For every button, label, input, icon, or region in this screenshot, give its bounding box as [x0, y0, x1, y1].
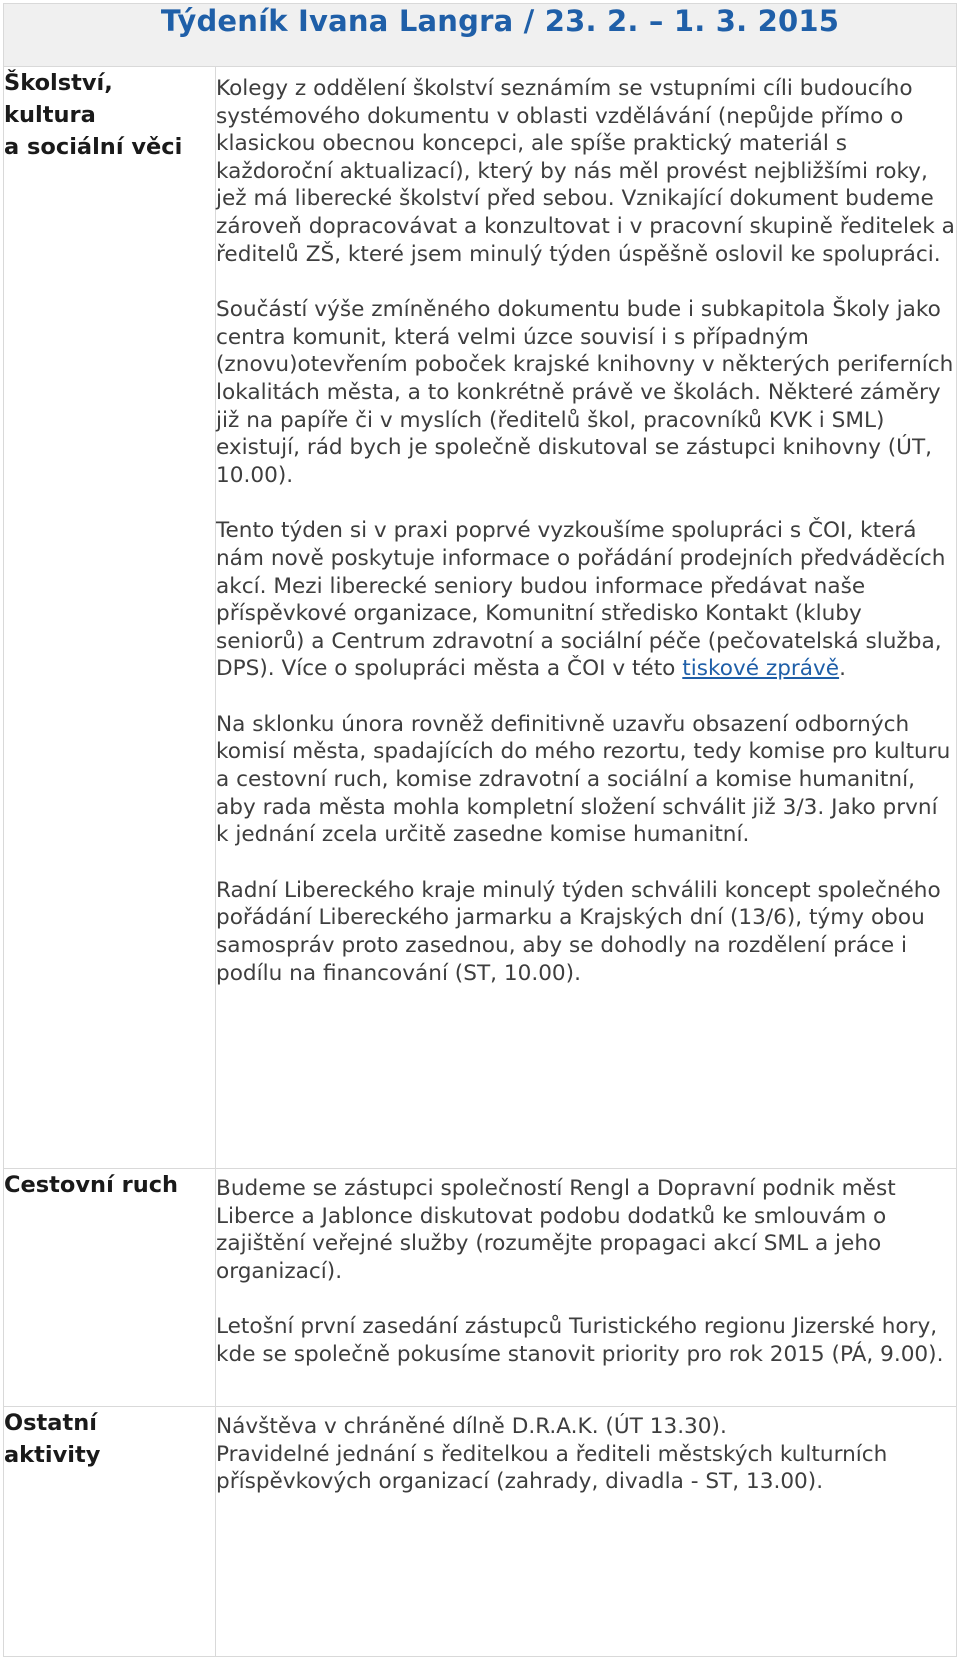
paragraph-coi-cooperation [216, 517, 956, 683]
section-label-cell-cestovni [4, 1169, 216, 1407]
section-label-cestovni: Cestovní ruch [4, 1172, 179, 1198]
section-label-skolstvi [4, 67, 215, 163]
section-row-cestovni [4, 1169, 957, 1407]
section-label-line: a sociální věci [4, 134, 183, 160]
press-release-link[interactable]: tiskové zprávě [682, 656, 840, 682]
section-label-line: kultura [4, 102, 96, 128]
section-label-line: Školství, [4, 70, 113, 96]
coi-paragraph-text: Tento týden si v praxi poprvé vyzkoušíme spolupráci s ČOI, která nám nově poskytuje informace o pořádání prodejních předváděcích akcí. Mezi liberecké seniory budou informace předávat naše příspěvkové organizace, Komunitní středisko Kontakt (kluby seniorů) a Centrum zdravotní a sociální péče (pečovatelská služba, DPS). Více o spolupráci města a ČOI v této [216, 518, 946, 682]
section-label-line: aktivity [4, 1442, 101, 1468]
paragraph-transport-contracts: Budeme se zástupci společností Rengl a Dopravní podnik měst Liberce a Jablonce diskutovat podobu dodatků ke smlouvám o zajištění veřejné služby (rozumějte propagaci akcí SML a jeho organizací). [216, 1176, 896, 1284]
section-label-ostatni [4, 1407, 215, 1471]
paragraph-jarmark: Radní Libereckého kraje minulý týden schválili koncept společného pořádání Libereckého jarmarku a Krajských dní (13/6), týmy obou samospráv proto zasednou, aby se dohodly na rozdělení práce i podílu na financování (ST, 10.00). [216, 877, 941, 986]
section-label-line: Ostatní [4, 1410, 97, 1436]
section-content-cestovni [216, 1169, 957, 1407]
paragraph-directors-meeting: Pravidelné jednání s ředitelkou a řediteli městských kulturních příspěvkových organizací (zahrady, divadla - ST, 13.00). [216, 1441, 888, 1495]
title-cell [4, 4, 957, 67]
coi-paragraph-end: . [839, 656, 846, 682]
paragraph-education-strategy: Kolegy z oddělení školství seznámím se vstupními cíli budoucího systémového dokumentu v oblasti vzdělávání (nepůjde přímo o klasickou obecnou koncepci, ale spíše praktický materiál s každoroční aktualizací), který by nás měl provést nejbližšími roky, jež má liberecké školství před sebou. Vznikající dokument budeme zároveň dopracovávat a konzultovat i v pracovní skupině ředitelek a ředitelů ZŠ, které jsem minulý týden úspěšně oslovil ke spolupráci. [216, 76, 955, 267]
title-row [4, 4, 957, 67]
paragraph-tourism-region: Letošní první zasedání zástupců Turistického regionu Jizerské hory, kde se společně pokusíme stanovit priority pro rok 2015 (PÁ, 9.00). [216, 1314, 944, 1367]
paragraph-drak-visit: Návštěva v chráněné dílně D.R.A.K. (ÚT 13.30). [216, 1414, 727, 1439]
section-content-ostatni [216, 1407, 957, 1657]
section-label-cell-ostatni [4, 1407, 216, 1657]
paragraph-community-schools: Součástí výše zmíněného dokumentu bude i subkapitola Školy jako centra komunit, která velmi úzce souvisí i s případným (znovu)otevřením poboček krajské knihovny v některých periferních lokalitách města, a to konkrétně právě ve školách. Některé záměry již na papíře či v myslích (ředitelů škol, pracovníků KVK i SML) existují, rád bych je společně diskutoval se zástupci knihovny (ÚT, 10.00). [216, 297, 954, 488]
section-content-skolstvi [216, 67, 957, 1169]
weekly-report-table [3, 3, 957, 1657]
paragraph-commissions: Na sklonku února rovněž definitivně uzavřu obsazení odborných komisí města, spadajících do mého rezortu, tedy komise pro kulturu a cestovní ruch, komise zdravotní a sociální a komise humanitní, aby rada města mohla kompletní složení schválit již 3/3. Jako první k jednání zcela určitě zasedne komise humanitní. [216, 711, 951, 848]
page-title: Týdeník Ivana Langra / 23. 2. – 1. 3. 2015 [160, 4, 840, 38]
section-label-cell-skolstvi [4, 67, 216, 1169]
section-row-ostatni [4, 1407, 957, 1657]
section-row-skolstvi [4, 67, 957, 1169]
